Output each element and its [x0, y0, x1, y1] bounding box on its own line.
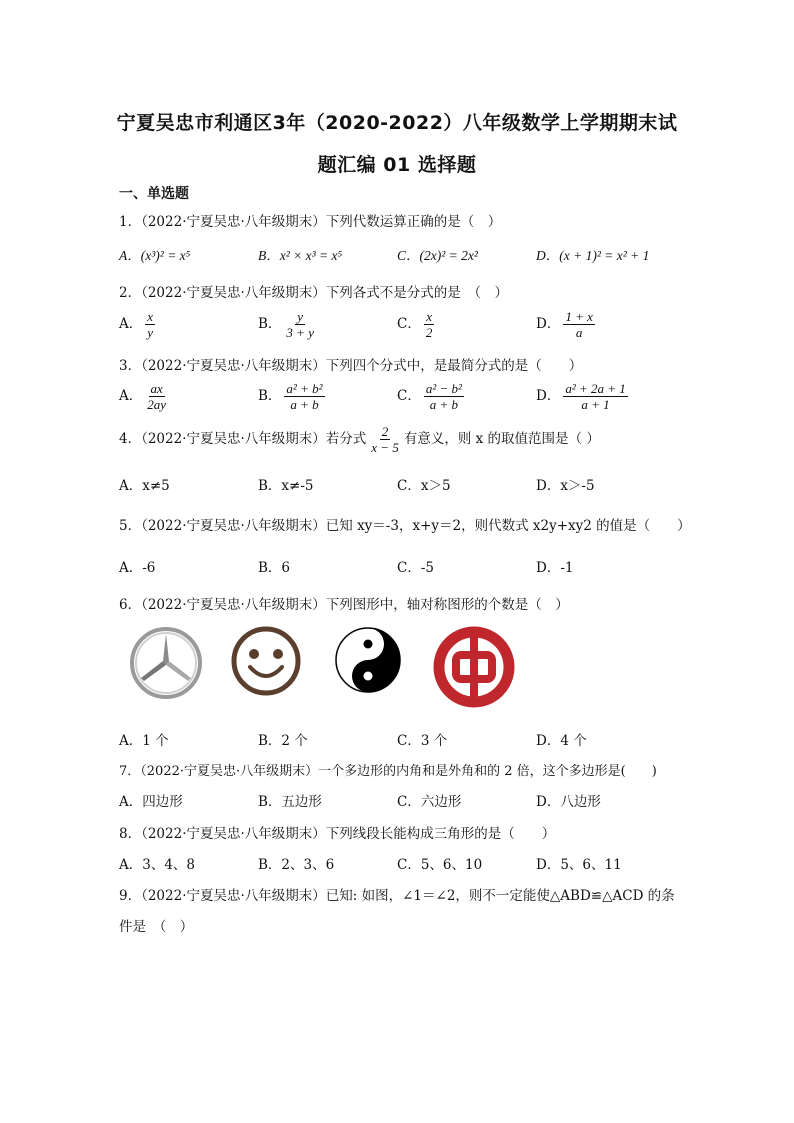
- question-1-stem: 1．（2022·宁夏吴忠·八年级期末）下列代数运算正确的是（ ）: [119, 214, 502, 230]
- q3-option-b: B． $\frac{\text{a² + b²}}{a + b}$: [258, 381, 323, 412]
- section-heading: 一、单选题: [119, 186, 189, 202]
- q3-option-c: C． $\frac{\text{a² − b²}}{a + b}$: [397, 381, 462, 412]
- q4-option-c: C．x＞5: [397, 478, 451, 494]
- document-title-line1: 宁夏吴忠市利通区3年（2020-2022）八年级数学上学期期末试: [116, 112, 678, 134]
- q8-option-a: A．3、4、8: [119, 857, 196, 873]
- bank-of-china-logo-icon: [432, 625, 516, 709]
- question-9-stem-continued: 件是 （ ）: [119, 919, 194, 935]
- q7-option-c: C．六边形: [397, 794, 462, 810]
- question-6-stem: 6．（2022·宁夏吴忠·八年级期末）下列图形中，轴对称图形的个数是（ ）: [119, 597, 569, 613]
- q6-figures: [128, 625, 528, 705]
- q2-option-b: B． $\frac{y}{3 + y}$: [258, 309, 314, 340]
- q5-option-b: B．6: [258, 560, 291, 576]
- mercedes-logo-icon: [128, 625, 204, 701]
- question-2-stem: 2．（2022·宁夏吴忠·八年级期末）下列各式不是分式的是 （ ）: [119, 285, 509, 301]
- question-9-stem: 9．（2022·宁夏吴忠·八年级期末）已知: 如图，∠1＝∠2，则不一定能使△ABD≌△ACD 的条: [119, 888, 675, 904]
- q4-option-b: B．x≠-5: [258, 478, 314, 494]
- q2-option-c: C． $\frac{x}{2}$: [397, 309, 433, 340]
- q1-option-b: B．x² × x³ = x⁵: [258, 248, 343, 263]
- q5-option-a: A．-6: [119, 560, 156, 576]
- q6-option-b: B．2 个: [258, 733, 308, 749]
- q7-option-b: B．五边形: [258, 794, 322, 810]
- q7-option-d: D．八边形: [536, 794, 601, 810]
- q4-option-a: A．x≠5: [119, 478, 170, 494]
- q1-option-c: C．(2x)² = 2x²: [397, 248, 478, 263]
- yin-yang-icon: [333, 625, 403, 695]
- q6-option-c: C．3 个: [397, 733, 448, 749]
- q5-option-d: D．-1: [536, 560, 574, 576]
- q8-option-c: C．5、6、10: [397, 857, 483, 873]
- question-5-stem: 5．（2022·宁夏吴忠·八年级期末）已知 xy＝-3，x+y＝2，则代数式 x2y+xy2 的值是（ ）: [119, 518, 691, 534]
- q4-option-d: D．x＞-5: [536, 478, 595, 494]
- q1-option-d: D．(x + 1)² = x² + 1: [536, 248, 650, 263]
- question-3-stem: 3．（2022·宁夏吴忠·八年级期末）下列四个分式中，是最简分式的是（ ）: [119, 358, 583, 374]
- question-8-stem: 8．（2022·宁夏吴忠·八年级期末）下列线段长能构成三角形的是（ ）: [119, 826, 556, 842]
- q3-option-d: D． $\frac{\text{a² + 2a + 1}}{a + 1}$: [536, 381, 626, 412]
- q8-option-d: D．5、6、11: [536, 857, 622, 873]
- q7-option-a: A．四边形: [119, 794, 183, 810]
- document-title-line2: 题汇编 01 选择题: [317, 154, 477, 176]
- q5-option-c: C．-5: [397, 560, 434, 576]
- q2-option-d: D． $\frac{1 + x}{a}$: [536, 309, 593, 340]
- q8-option-b: B．2、3、6: [258, 857, 335, 873]
- q3-option-a: A． $\frac{ax}{2ay}$: [119, 381, 167, 412]
- smiley-face-icon: [230, 625, 302, 697]
- q2-option-a: A． $\frac{x}{y}$: [119, 309, 154, 340]
- question-4-stem: 4．（2022·宁夏吴忠·八年级期末）若分式 $\frac{2}{x - 5}$ 有意义，则 x 的取值范围是（ ）: [119, 424, 600, 455]
- q6-option-d: D．4 个: [536, 733, 587, 749]
- q6-option-a: A．1 个: [119, 733, 169, 749]
- question-7-stem: 7．（2022·宁夏吴忠·八年级期末）一个多边形的内角和是外角和的 2 倍，这个多边形是( ): [119, 764, 657, 779]
- q1-option-a: A．(x³)² = x⁵: [119, 248, 191, 263]
